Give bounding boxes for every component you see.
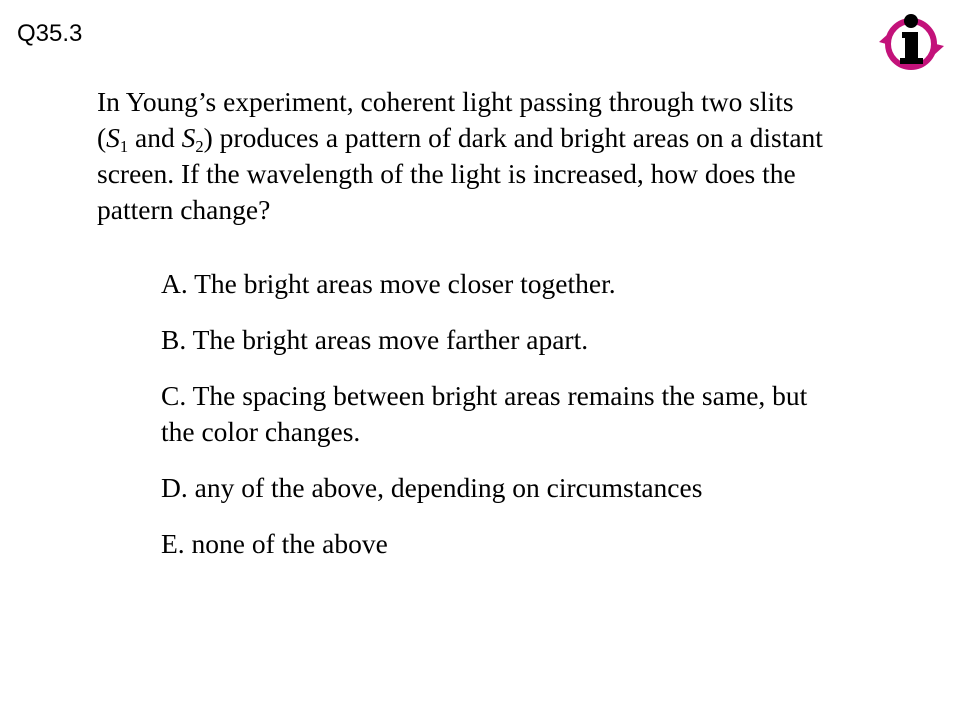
question-part-1: In Young’s experiment, coherent light passing through two slits (: [97, 86, 794, 153]
choice-b[interactable]: B. The bright areas move farther apart.: [161, 324, 589, 355]
logo-graphic: [878, 12, 946, 70]
question-part-3: ) produces a pattern of dark and bright areas on a distant screen. If the wavelength of the light is increased, how does the pattern change?: [97, 122, 823, 225]
choice-e[interactable]: E. none of the above: [161, 528, 388, 559]
slit-2-subscript: 2: [195, 136, 204, 156]
choice-a[interactable]: A. The bright areas move closer together.: [161, 268, 616, 299]
question-part-2: and: [128, 122, 182, 153]
slit-1-label: S: [106, 122, 120, 153]
answer-choices: [161, 266, 811, 562]
choice-d[interactable]: D. any of the above, depending on circumstances: [161, 472, 703, 503]
info-person-icon: [878, 12, 946, 70]
slit-1-subscript: 1: [119, 136, 129, 156]
slide-number: Q35.3: [17, 20, 83, 47]
choice-c[interactable]: C. The spacing between bright areas remains the same, but the color changes.: [161, 380, 808, 447]
question-text: [97, 84, 827, 228]
slit-2-label: S: [181, 122, 196, 153]
